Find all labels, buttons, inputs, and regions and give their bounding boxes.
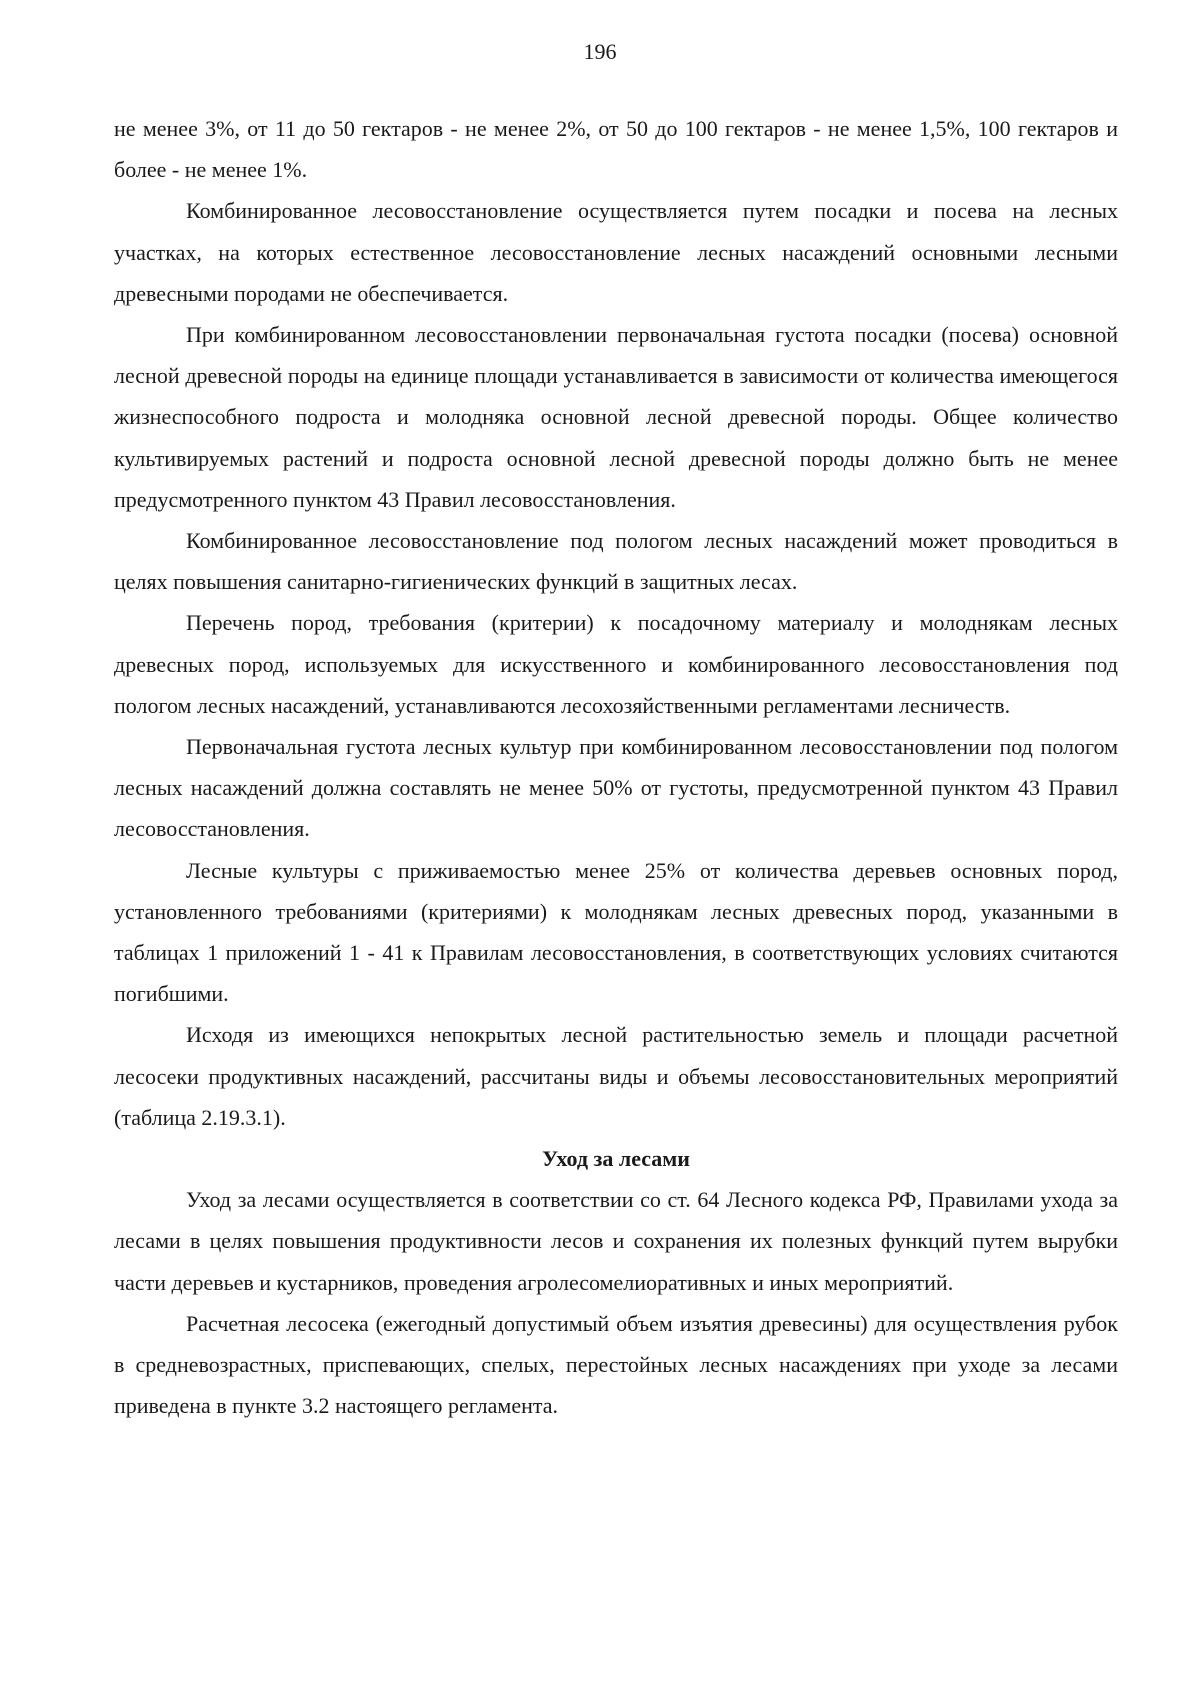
section-heading: Уход за лесами bbox=[542, 1146, 690, 1172]
paragraph-forest-care: Уход за лесами осуществляется в соответствии со ст. 64 Лесного кодекса РФ, Правилами ухода за лесами в целях повышения продуктивности лесов и сохранения их полезных функций путем вырубки части деревьев и кустарников, проведения агролесомелиоративных и иных мероприятий. bbox=[114, 1187, 1118, 1295]
paragraph-allowable-cut: Расчетная лесосека (ежегодный допустимый объем изъятия древесины) для осуществления рубок в средневозрастных, приспевающих, спелых, перестойных лесных насаждениях при уходе за лесами приведена в пункте 3.2 настоящего регламента. bbox=[114, 1310, 1118, 1419]
paragraph-combined-reforestation: Комбинированное лесовосстановление осуществляется путем посадки и посева на лесных участках, на которых естественное лесовосстановление лесных насаждений основными лесными древесными породами не обеспечивается. bbox=[114, 198, 1118, 306]
paragraph-initial-density: При комбинированном лесовосстановлении первоначальная густота посадки (посева) основной лесной древесной породы на единице площади устанавливается в зависимости от количества имеющегося жизнеспособного подроста и молодняка основной лесной древесной породы. Общее количество культивируемых растений и подроста основной лесной древесной породы должно быть не менее предусмотренного пунктом 43 Правил лесовосстановления. bbox=[114, 322, 1118, 512]
paragraph-survival-rate: Лесные культуры с приживаемостью менее 25% от количества деревьев основных пород, установленного требованиями (критериями) к молоднякам лесных древесных пород, указанными в таблицах 1 приложений 1 - 41 к Правилам лесовосстановления, в соответствующих условиях считаются погибшими. bbox=[114, 857, 1118, 1007]
page-number: 196 bbox=[583, 39, 617, 64]
paragraph-culture-density: Первоначальная густота лесных культур при комбинированном лесовосстановлении под пологом лесных насаждений должна составлять не менее 50% от густоты, предусмотренной пунктом 43 Правил лесовосстановления. bbox=[114, 734, 1118, 842]
paragraph-measures-volume: Исходя из имеющихся непокрытых лесной растительностью земель и площади расчетной лесосеки продуктивных насаждений, рассчитаны виды и объемы лесовосстановительных мероприятий (таблица 2.19.3.1). bbox=[114, 1022, 1118, 1130]
page-body bbox=[114, 108, 1118, 1427]
paragraph-continued: не менее 3%, от 11 до 50 гектаров - не менее 2%, от 50 до 100 гектаров - не менее 1,5%, 100 гектаров и более - не менее 1%. bbox=[114, 116, 1118, 183]
paragraph-species-list: Перечень пород, требования (критерии) к посадочному материалу и молоднякам лесных древесных пород, используемых для искусственного и комбинированного лесовосстановления под пологом лесных насаждений, устанавливаются лесохозяйственными регламентами лесничеств. bbox=[114, 610, 1118, 718]
paragraph-under-canopy: Комбинированное лесовосстановление под пологом лесных насаждений может проводиться в целях повышения санитарно-гигиенических функций в защитных лесах. bbox=[114, 528, 1118, 595]
